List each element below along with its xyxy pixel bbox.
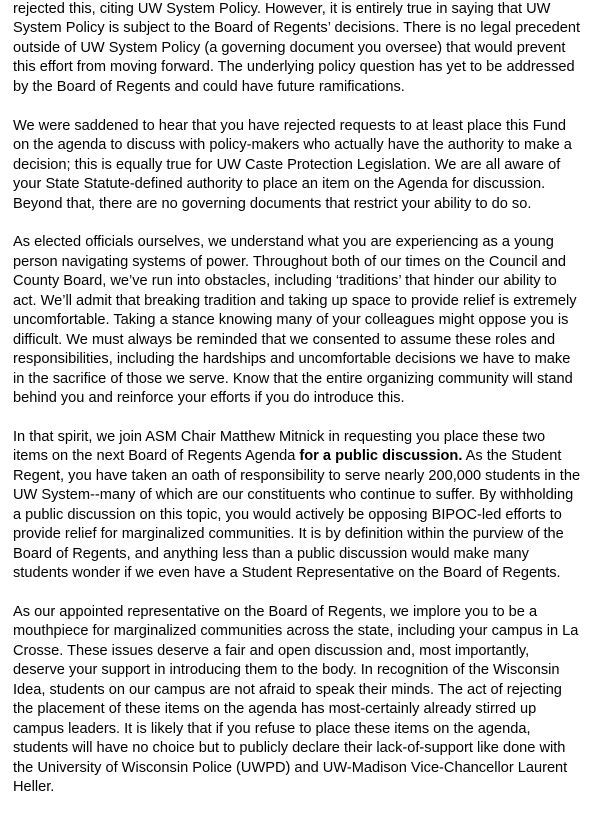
text-line: a public discussion on this topic, you would actively be opposing BIPOC-led efforts to <box>13 506 562 523</box>
text-line: Beyond that, there are no governing documents that restrict your ability to do so. <box>13 195 532 212</box>
text-line: In that spirit, we join ASM Chair Matthew Mitnick in requesting you place these two <box>13 428 546 445</box>
text-line: Idea, students on our campus are not afraid to speak their minds. The act of rejecting <box>13 681 562 698</box>
text-line: students wonder if we even have a Student Representative on the Board of Regents. <box>13 565 561 582</box>
text-line: County Board, we’ve run into obstacles, including ‘traditions’ that hinder our ability to <box>13 273 557 290</box>
text-line: We were saddened to hear that you have rejected requests to at least place this Fund <box>13 117 567 134</box>
text-line: rejected this, citing UW System Policy. However, it is entirely true in saying that UW <box>13 1 551 17</box>
paragraph-public-discussion <box>13 428 601 584</box>
paragraph-policy <box>13 0 601 97</box>
text-line: difficult. We must always be reminded that we consented to assume these roles and <box>13 331 556 348</box>
text-line: provide relief for marginalized communities. It is by definition within the purview of the <box>13 526 564 543</box>
text-line: outside of UW System Policy (a governing document you oversee) that would prevent <box>13 39 566 56</box>
text-line: Crosse. These issues deserve a fair and open discussion and, most importantly, <box>13 642 530 659</box>
text-line: System Policy is subject to the Board of Regents’ decisions. There is no legal precedent <box>13 20 581 37</box>
paragraph-appointed-representative <box>13 603 601 798</box>
text-line: mouthpiece for marginalized communities across the state, including your campus in La <box>13 623 579 640</box>
text-line: the University of Wisconsin Police (UWPD) and UW-Madison Vice-Chancellor Laurent <box>13 759 568 776</box>
paragraph-agenda-request <box>13 117 601 214</box>
paragraph-elected-officials <box>13 233 601 408</box>
text-line: person navigating systems of power. Throughout both of our times on the Council and <box>13 253 567 270</box>
text-line: act. We’ll admit that breaking tradition and taking up space to provide relief is extremely <box>13 292 577 309</box>
text-run: As the Student <box>462 448 562 465</box>
text-line: responsibilities, including the hardships and uncomfortable decisions we have to make <box>13 351 571 368</box>
text-line: behind you and reinforce your efforts if you do introduce this. <box>13 390 405 407</box>
text-line: campus leaders. It is likely that if you refuse to place these items on the agenda, <box>13 720 531 737</box>
text-line: Board of Regents, and anything less than a public discussion would make many <box>13 545 529 562</box>
text-line: deserve your support in introducing them to the body. In recognition of the Wisconsin <box>13 662 560 679</box>
text-line: the placement of these items on the agenda has most-certainly already stirred up <box>13 701 537 718</box>
text-line: by the Board of Regents and could have future ramifications. <box>13 78 405 95</box>
text-line: on the agenda to discuss with policy-makers who actually have the authority to make a <box>13 137 572 154</box>
text-line: this effort from moving forward. The underlying policy question has yet to be addressed <box>13 59 575 76</box>
text-line: Regent, you have taken an oath of responsibility to serve nearly 200,000 students in the <box>13 467 581 484</box>
text-line: Heller. <box>13 779 55 796</box>
emphasis-text: for a public discussion. <box>299 448 463 465</box>
text-line: uncomfortable. Taking a stance knowing many of your colleagues might oppose you is <box>13 312 569 329</box>
text-line: As elected officials ourselves, we understand what you are experiencing as a young <box>13 234 554 251</box>
text-line: UW System--many of which are our constituents who continue to suffer. By withholding <box>13 487 574 504</box>
text-line: your State Statute-defined authority to place an item on the Agenda for discussion. <box>13 176 546 193</box>
text-line: students will have no choice but to publicly declare their lack-of-support like done with <box>13 740 566 757</box>
letter-body <box>13 0 601 817</box>
text-line <box>13 447 601 466</box>
text-line: in the sacrifice of those we serve. Know that the entire organizing community will stand <box>13 370 573 387</box>
text-line: decision; this is equally true for UW Caste Protection Legislation. We are all aware of <box>13 156 561 173</box>
text-run: items on the next Board of Regents Agenda <box>13 448 300 465</box>
text-line: As our appointed representative on the Board of Regents, we implore you to be a <box>13 603 538 620</box>
